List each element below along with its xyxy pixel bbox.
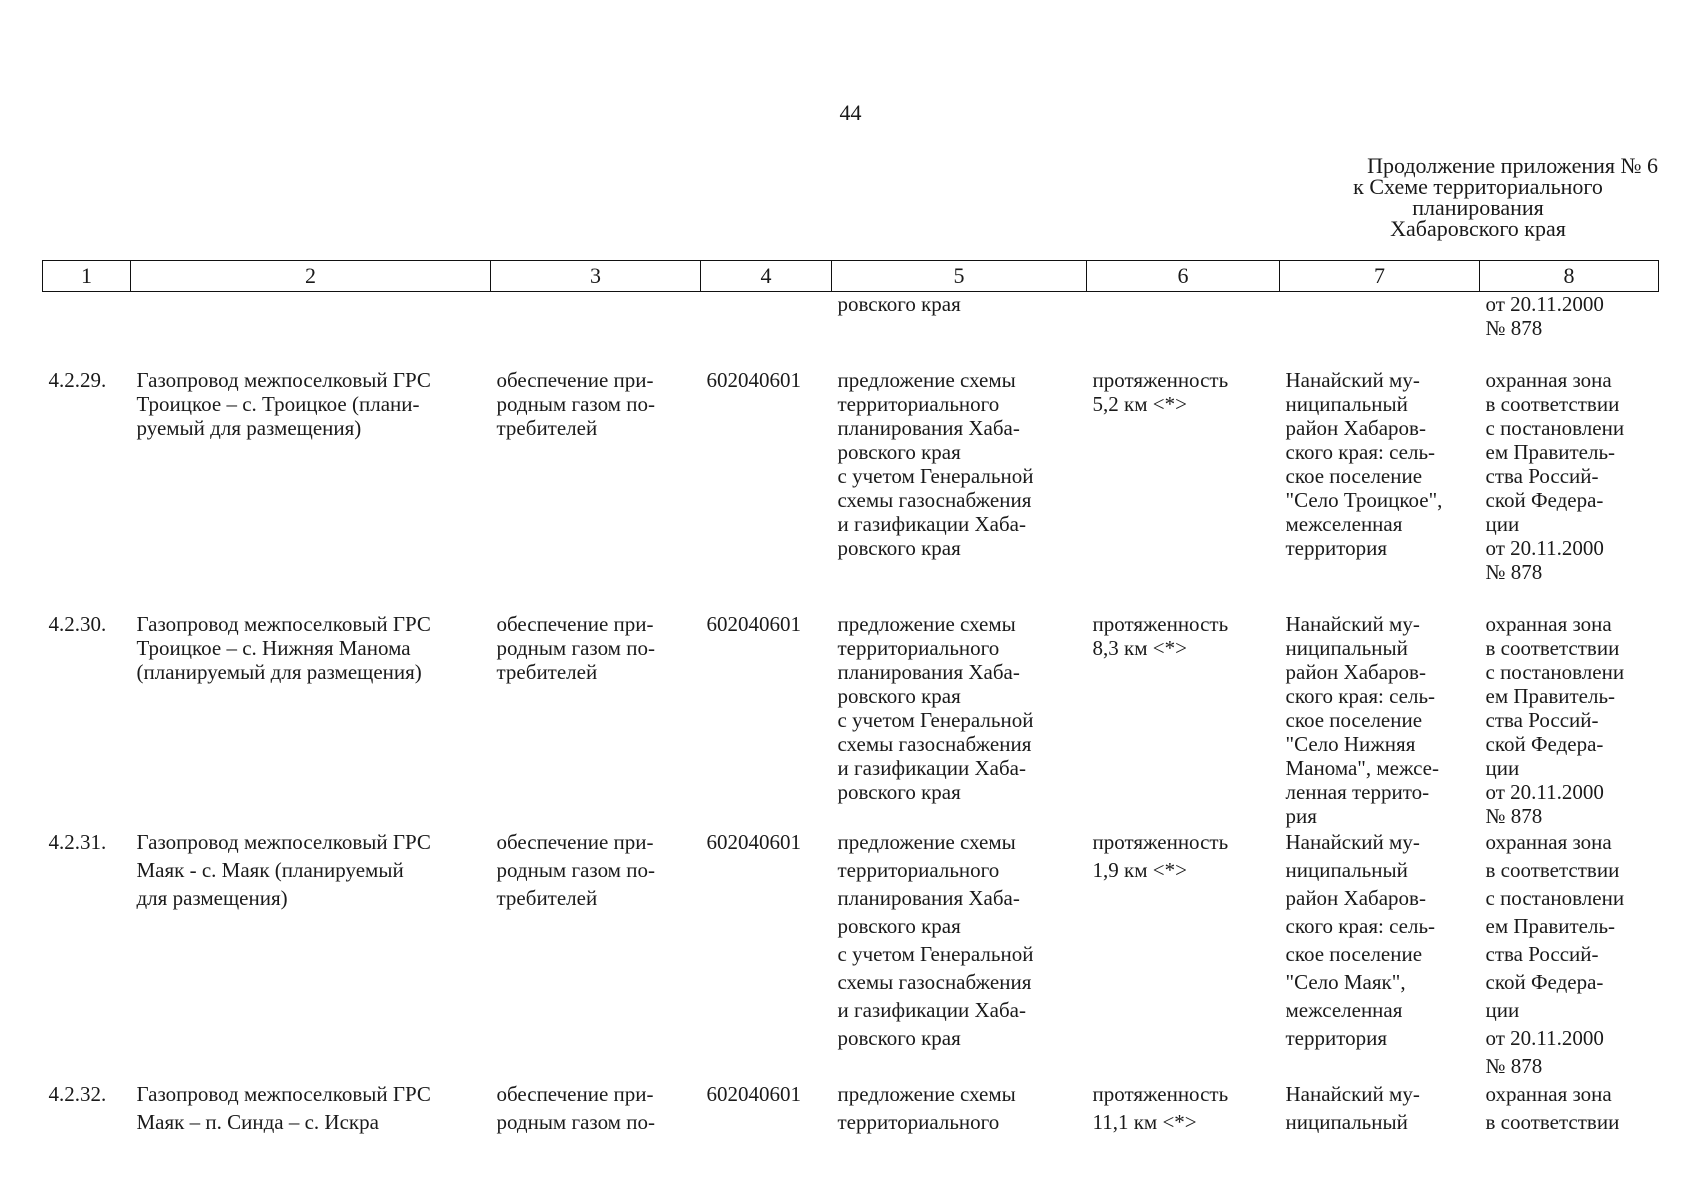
cell-location: Нанайский му- ниципальный район Хабаров- ского края: сель- ское поселение "Село Троицкое", межселенная территория — [1285, 368, 1443, 560]
cell-name: Газопровод межпоселковый ГРС Маяк – п. Синда – с. Искра — [136, 1082, 431, 1134]
cell-basis: предложение схемы территориального планирования Хаба- ровского края с учетом Генеральной схемы газоснабжения и газификации Хаба- ровского края — [837, 612, 1034, 804]
appendix-line-1: Продолжение приложения № 6 — [1367, 153, 1658, 178]
cell-code: 602040601 — [706, 368, 801, 392]
column-header: 2 — [131, 261, 491, 292]
cell-name: Газопровод межпоселковый ГРС Троицкое – с. Нижняя Манома (планируемый для размещения) — [136, 612, 431, 684]
cell-number: 4.2.32. — [48, 1082, 107, 1106]
column-header: 6 — [1087, 261, 1280, 292]
cell-characteristics: протяженность 11,1 км <*> — [1092, 1082, 1229, 1134]
cell-basis: предложение схемы территориального — [837, 1082, 1016, 1134]
cell-zones: охранная зона в соответствии — [1485, 1082, 1620, 1134]
table-row-continuation — [43, 292, 1659, 369]
cell-basis: предложение схемы территориального планирования Хаба- ровского края с учетом Генеральной схемы газоснабжения и газификации Хаба- ровского края — [837, 830, 1034, 1050]
cell-purpose: обеспечение при- родным газом по- требителей — [496, 612, 655, 684]
column-header: 8 — [1480, 261, 1659, 292]
table-row — [43, 612, 1659, 828]
cell-location: Нанайский му- ниципальный район Хабаров- ского края: сель- ское поселение "Село Нижняя Манома", межсе- ленная террито- рия — [1285, 612, 1440, 828]
column-header: 1 — [43, 261, 131, 292]
table-header-row — [43, 261, 1659, 292]
cell-code: 602040601 — [706, 830, 801, 854]
cell-number: 4.2.31. — [48, 830, 107, 854]
cell-name: Газопровод межпоселковый ГРС Троицкое – с. Троицкое (плани- руемый для размещения) — [136, 368, 431, 440]
cell-location: Нанайский му- ниципальный район Хабаров- ского края: сель- ское поселение "Село Маяк", межселенная территория — [1285, 830, 1436, 1050]
cell-characteristics: протяженность 8,3 км <*> — [1092, 612, 1229, 660]
cell-characteristics: протяженность 5,2 км <*> — [1092, 368, 1229, 416]
cell-purpose: обеспечение при- родным газом по- — [496, 1082, 655, 1134]
cell-name: Газопровод межпоселковый ГРС Маяк - с. Маяк (планируемый для размещения) — [136, 830, 431, 910]
column-header: 3 — [491, 261, 701, 292]
table-row — [43, 1080, 1659, 1136]
cell-basis: ровского края — [837, 292, 961, 316]
cell-zones: охранная зона в соответствии с постановлени ем Правитель- ства Россий- ской Федера- ции от 20.11.2000 № 878 — [1485, 368, 1625, 584]
appendix-line-2: к Схеме территориального — [1353, 174, 1603, 199]
cell-number: 4.2.29. — [48, 368, 107, 392]
objects-table — [42, 260, 1659, 1136]
cell-zones: от 20.11.2000 № 878 — [1485, 292, 1604, 340]
column-header: 5 — [832, 261, 1087, 292]
cell-location: Нанайский му- ниципальный — [1285, 1082, 1420, 1134]
appendix-caption — [1298, 155, 1658, 239]
table-row — [43, 368, 1659, 612]
cell-number: 4.2.30. — [48, 612, 107, 636]
appendix-line-4: Хабаровского края — [1390, 216, 1566, 241]
cell-code: 602040601 — [706, 1082, 801, 1106]
cell-code: 602040601 — [706, 612, 801, 636]
cell-zones: охранная зона в соответствии с постановлени ем Правитель- ства Россий- ской Федера- ции от 20.11.2000 № 878 — [1485, 830, 1625, 1078]
page-number: 44 — [839, 100, 862, 125]
cell-characteristics: протяженность 1,9 км <*> — [1092, 830, 1229, 882]
cell-purpose: обеспечение при- родным газом по- требителей — [496, 368, 655, 440]
cell-basis: предложение схемы территориального планирования Хаба- ровского края с учетом Генеральной схемы газоснабжения и газификации Хаба- ровского края — [837, 368, 1034, 560]
column-header: 7 — [1280, 261, 1480, 292]
cell-purpose: обеспечение при- родным газом по- требителей — [496, 830, 655, 910]
table-row — [43, 828, 1659, 1080]
cell-zones: охранная зона в соответствии с постановлени ем Правитель- ства Россий- ской Федера- ции от 20.11.2000 № 878 — [1485, 612, 1625, 828]
column-header: 4 — [701, 261, 832, 292]
appendix-line-3: планирования — [1412, 195, 1544, 220]
